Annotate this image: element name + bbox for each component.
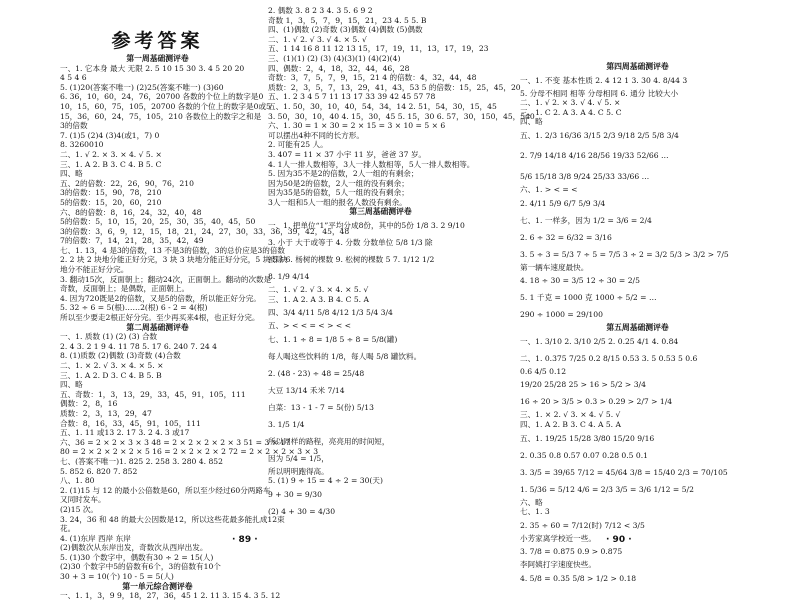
page-title: 参考答案 [111,30,204,52]
answer-line: 三、1. A 2. D 3. C 4. B 5. B [60,370,162,380]
right-column [520,62,755,587]
answer-line: 5. 32 ÷ 6 = 5(根)……2(根) 6 - 2 = 4(根) [60,303,208,313]
answer-line: 9 + 30 = 9/30 [268,490,322,500]
answer-line: 奇数 1，3，5，7，9，15，21，23 4. 5 5. B [268,15,427,25]
answer-line: 0.6 4/5 0.12 [520,366,567,376]
answer-line: 一、1. 质数 (1) (2) (3) 合数 [60,332,158,342]
answer-line: 30 + 3 = 10(个) 10 - 5 = 5(人) [60,572,174,582]
answer-line: 8. 3260010 [60,140,104,150]
answer-line: 大豆 13/14 禾米 7/14 [268,385,345,395]
answer-line: 可以摆出4种不同的长方形。 [268,130,364,140]
answer-line: 五、1. 2/3 16/36 3/15 2/3 9/18 2/5 5/8 3/4 [520,130,679,140]
answer-line: 每人喝这些饮料的 1/8，每人喝 5/8 罐饮料。 [268,351,422,361]
answer-line: 质数：2，3，13，29，47 [60,408,152,418]
answer-line: 所以至少要走2根正好分完。至少再买来4根，也正好分完。 [60,313,260,323]
answer-line: 六、1. 30 = 1 × 30 = 2 × 15 = 3 × 10 = 5 × 6 [268,121,446,131]
answer-line: 1. 5/36 = 5/12 4/6 = 2/3 3/5 = 3/6 1/12 = 5/2 [520,484,694,494]
page-number-right: · 90 · [606,535,632,545]
answer-line: 一、1. 它本身 最大 无限 2. 5 10 15 30 3. 4 5 20 20 [60,63,245,73]
answer-line: 2. 偶数 3. 8 2 3 4. 3 5. 6 9 2 [268,6,373,15]
answer-line: 白菜：13 - 1 - 7 = 5(份) 5/13 [268,402,374,412]
answer-line: 2. 7/9 14/18 4/16 28/56 19/33 52/66 … [520,150,669,160]
answer-line: 六、8的倍数：8，16，24，32，40，48 [60,207,202,217]
answer-line: 奇数，反面朝上；是偶数，正面朝上。 [60,284,190,294]
answer-line: 质数：2，3，5，7，13，29，41，43，53 5 的倍数：15，25，45，20 [268,82,521,92]
answer-line: 4. 5/8 = 0.35 5/8 > 1/2 > 0.18 [520,573,637,583]
answer-line: 7. (1)5 (2)4 (3)4(或1，7) 0 [60,130,160,140]
answer-line: 第一辆车速度最快。 [520,262,589,272]
answer-line: 五、奇数：1，3，13，29，33，45，91，105，111 [60,389,246,399]
answer-line: 80 = 2 × 2 × 2 × 2 × 5 16 = 2 × 2 × 2 × 2 72 = 2 × 2 × 2 × 3 × 3 [60,447,319,457]
answer-line: 3. 7/8 = 0.875 0.9 > 0.875 [520,547,623,557]
answer-line: 李阿姨打字速度快些。 [520,560,596,570]
answer-line: 5的倍数：5，10，15，20，25，30，35，40，45，50 [60,217,256,227]
answer-line: 16 ÷ 20 > 3/5 > 0.3 > 0.29 > 2/7 > 1/4 [520,397,673,407]
answer-line: 地分不能正好分完。 [60,265,129,275]
answer-line: 3. 1/5 1/4 [268,419,305,429]
answer-line: 2. 0.35 0.8 0.57 0.07 0.28 0.5 0.1 [520,450,649,460]
answer-line: 2. 2 块 2 块地分能正好分完，3 块 3 块地分能正好分完，5 块 5 块 [60,255,288,265]
answer-line: 3. 5 ÷ 3 = 5/3 7 ÷ 5 = 7/5 3 ÷ 2 = 3/2 5/3 > 3/2 > 7/5 [520,249,729,259]
answer-line: 5. (1)20(答案不唯一) (2)25(答案不唯一) (3)60 [60,82,224,92]
answer-line: 5. 因为35不是2的倍数，2人一组的有剩余； [268,169,419,179]
answer-line: 五、1. 2 3 4 5 7 11 13 17 33 39 42 45 57 78 [268,92,436,102]
answer-line: 四、偶数：2，4，18，32，44，46，28 [268,63,410,73]
answer-line: 8. 1/9 4/14 [268,272,310,282]
answer-line: 三、1. A 2. A 3. B 4. C 5. A [268,294,369,304]
answer-line: (2)15 次。 [60,504,99,514]
answer-line: 5. 1 千克 = 1000 克 1000 ÷ 5/2 = … [520,293,657,303]
answer-line: 七、(答案不唯一)1. 825 2. 258 3. 280 4. 852 [60,456,223,466]
answer-line: 2. 35 ÷ 60 = 7/12(时) 7/12 < 3/5 [520,520,645,530]
answer-line: (2)偶数次从东岸出发，奇数次从西岸出发。 [60,543,208,553]
answer-line: 因为 5/4 = 1/5， [268,453,329,463]
answer-line: 因为35是5的倍数，5人一组的没有剩余； [268,188,409,198]
section-heading: 第一单元综合测评卷 [122,581,193,591]
answer-line: 花。 [60,524,76,534]
answer-line: 4. 1人一排人数相等，3人一排人数相等，5人一排人数相等。 [268,159,475,169]
answer-line: 19/20 25/28 25 > 16 > 5/2 > 3/4 [520,380,646,390]
answer-line: 3. 50，30，10，40 4. 15，30，45 5. 15，30 6. 57，30，150，45，540 [268,111,535,121]
answer-line: 2. 4/11 5/9 6/7 5/9 3/4 [520,198,606,208]
answer-line: 3. 24，36 和 48 的最大公因数是12，所以这些花最多能扎成12束 [60,514,285,524]
answer-line: 又同时发车。 [60,495,106,505]
page-number-left: · 89 · [232,535,258,545]
answer-line: 五、1. 50，30，10，40，54，34，14 2. 51，54，30，15，45 [268,101,497,111]
answer-line: 二、1. √ 2. √ 3. √ 4. × 5. √ [268,34,367,44]
answer-line: 3. 407 = 11 × 37 小宇 11 岁，爸爸 37 岁。 [268,149,427,159]
answer-line: 二、1. × 2. √ 3. × 4. × 5. × [60,361,164,370]
answer-line: 3. 3/5 = 39/65 7/12 = 45/64 3/8 = 15/40 2/3 = 70/105 [520,467,728,477]
section-heading: 第三周基础测评卷 [349,207,412,217]
answer-line: 六、1. > < = < [520,184,578,194]
answer-line: 七、1. 3 [520,507,550,517]
answer-line: 五、1 14 16 8 11 12 13 15，17，19，11，13，17，19，23 [268,44,489,54]
answer-line: 5. (1) 9 ÷ 15 = 4 ÷ 2 = 30(天) [268,476,383,486]
answer-line: 2. 4 3. 2 1 9 4. 11 78 5. 17 6. 240 7. 24 4 [60,341,217,351]
answer-line: 三、1. C 2. A 3. A 4. C 5. C [520,107,622,117]
section-heading: 第五周基础测评卷 [606,323,669,333]
answer-line: 所以明明跑得高。 [268,466,329,476]
answer-line: 5. (1)30 个数字中，偶数有30 ÷ 2 = 15(人) [60,552,214,562]
answer-line: (2) 4 + 30 = 4/30 [268,507,336,517]
answer-line: 三、1. A 2. B 3. C 4. B 5. C [60,159,162,169]
answer-line: 3的倍数：15，90，78，210 [60,188,162,198]
answer-line: 四、略 [520,117,543,127]
answer-line: 因为50是2的倍数，2人一组的没有剩余； [268,178,409,188]
answer-line: 8. (1)质数 (2)偶数 (3)奇数 (4)合数 [60,351,181,361]
answer-line: 被除 6. 杨树的棵数 9. 松树的棵数 5 7. 1/12 1/2 [268,255,435,265]
answer-line: 七、1. 1 ÷ 8 = 1/8 5 ÷ 8 = 5/8(罐) [268,334,398,344]
answer-line: 四、略 [60,169,83,179]
answer-line: 4. 因为720既是2的倍数，又是5的倍数，所以能正好分完。 [60,293,261,303]
answer-line: 二、1. √ 2. × 3. √ 4. √ 5. × [520,98,621,108]
answer-line: (2)30 个数字中5的倍数有6个，3的倍数有10个 [60,562,221,572]
answer-line: 八、1. 80 [60,476,95,486]
answer-line: 四、3/4 4/11 5/8 4/12 1/3 5/4 3/4 [268,308,393,318]
answer-line: 290 ÷ 1000 = 29/100 [520,310,603,320]
answer-line: 三、1. × 2. √ 3. × 4. √ 5. √ [520,410,621,420]
answer-line: 4. (1)东岸 西岸 东岸 [60,533,131,543]
answer-line: 一、1. 3/10 2. 3/10 2/5 2. 0.25 4/1 4. 0.84 [520,336,679,346]
answer-line: 四、(1)偶数 (2)奇数 (3)偶数 (4)偶数 (5)偶数 [268,25,423,35]
answer-line: 二、1. √ 2. √ 3. × 4. × 5. √ [268,285,369,295]
answer-line: 7的倍数：7，14，21，28，35，42，49 [60,236,204,246]
answer-line: 2. 可能有25 人。 [268,140,328,150]
answer-line: 3的倍数：3，6，9，12，15，18，21，24，27，30，33，36，39，42，45，48 [60,226,350,236]
answer-line: 小芳家离学校近一些。 [520,533,596,543]
answer-line: 六、略 [520,497,543,507]
answer-line: 5的倍数：15，20，60，210 [60,197,162,207]
answer-line: 3. 翻动15次，反面朝上；翻动24次，正面朝上。翻动的次数是 [60,274,272,284]
section-heading: 第一周基础测评卷 [126,54,189,63]
answer-line: 一、1. 不变 基本性质 2. 4 12 1 3. 30 4. 8/44 3 [520,75,688,85]
answer-line: 4. 18 ÷ 30 = 3/5 12 ÷ 30 = 2/5 [520,276,640,286]
answer-line: 偶数：2，8，16 [60,399,118,409]
answer-line: 五、> < < = < > < < [268,321,351,331]
answer-line: 3人一组和5人一组的报名人数没有剩余。 [268,197,407,207]
answer-line: 2. (48 - 23) ÷ 48 = 25/48 [268,368,365,378]
answer-line: 二、1. √ 2. × 3. × 4. √ 5. × [60,149,162,159]
section-heading: 第四周基础测评卷 [606,62,669,71]
answer-line: 5/6 15/18 3/8 9/24 25/33 33/66 … [520,171,650,181]
answer-line: 10，15，60，75，105，20700 各数的个位上的数字是0或5 [60,101,271,111]
answer-line: 三、(1)(1) (2) (3) (4)(3)(1) (4)(2)(4) [268,53,401,63]
answer-line: 一、1. 把单位“1”平均分成8份，其中的5份 1/8 3. 2 9/10 [268,221,465,231]
answer-line: 六、36 = 2 × 2 × 3 × 3 48 = 2 × 2 × 2 × 2 × 3 51 = 3 × 17 [60,437,291,447]
answer-line: 五、1. 11 或13 2. 17 3. 2 4. 3 或17 [60,428,190,438]
answer-line: 3. 小于 大于或等于 4. 分数 分数单位 5/8 1/3 除 [268,238,433,248]
answer-line: 2. (1)15 与 12 的最小公倍数是60，所以至少经过60分两路车 [60,485,271,495]
answer-line: 合数：8，16，33，45，91，105，111 [60,418,201,428]
answer-line: 6. 36，10，60，24，76，20700 各数的个位上的数字是0 [60,92,264,102]
answer-line: 3的倍数 [60,121,88,131]
answer-line: 所以同样的路程，亮亮用的时间短， [268,436,390,446]
answer-line: 二、1. 0.375 7/25 0.2 8/15 0.53 3. 5 0.53 5 0.6 [520,353,698,363]
answer-line: 4 5 4 6 [60,73,87,83]
answer-line: 七、1. 一样多，因为 1/2 = 3/6 = 2/4 [520,215,652,225]
answer-line: 5. 852 6. 820 7. 852 [60,466,138,476]
answer-line: 五、1. 19/25 15/28 3/80 15/20 9/16 [520,433,655,443]
section-heading: 第二周基础测评卷 [126,322,189,332]
answer-line: 2. 6 ÷ 32 = 6/32 = 3/16 [520,232,612,242]
answer-line: 奇数：3，7，5，7，9，15，21 4 的倍数：4，32，44，48 [268,73,477,83]
answer-line: 5. 分母不相同 相等 分母相同 6. 通分 比较大小 [520,88,679,98]
answer-line: 五、2的倍数：22，26，90，76，210 [60,178,194,188]
answer-line: 四、1. A 2. B 3. C 4. A 5. A [520,419,621,429]
answer-line: 四、略 [60,380,83,390]
answer-line: 七、1. 13，4 是3的倍数，13 不是3的倍数，3的总价应是3的倍数 [60,245,286,255]
answer-line: 一、1. 1，3，9 9，18，27，36，45 1 2. 11 3. 15 4. 3 5. 12 [60,591,281,601]
answer-line: 15，36，60，24，75，105，210 各数位上的数字之和是 [60,111,262,121]
